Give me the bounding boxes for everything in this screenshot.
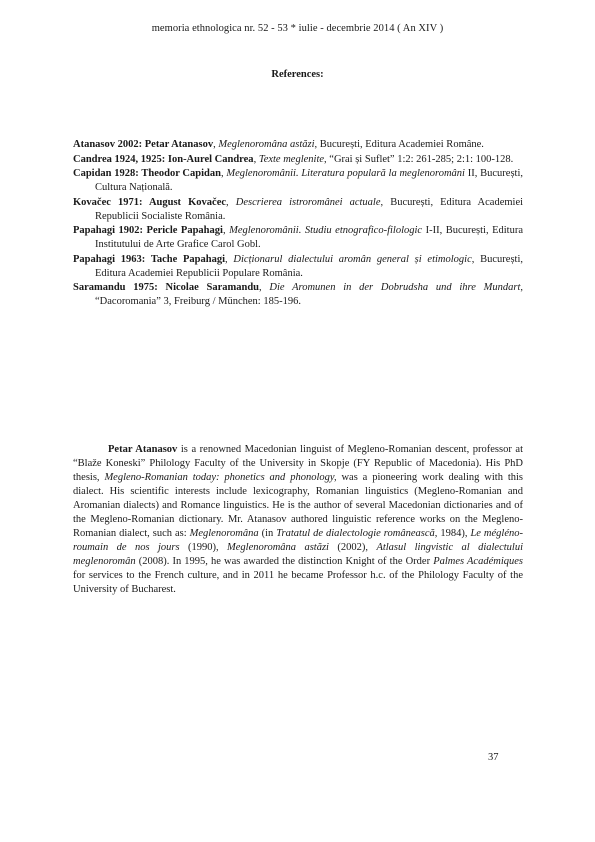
running-header: memoria ethnologica nr. 52 - 53 * iulie - decembrie 2014 ( An XIV ) bbox=[151, 23, 444, 34]
bio-text: is a renowned Macedonian linguist of Megleno-Romanian descent, professor at “Blaže Koneski” Philology Faculty of the University in Skopje (FY Republic of Macedonia). His PhD thesis, bbox=[73, 443, 523, 483]
reference-key: Saramandu 1975: Nicolae Saramandu bbox=[73, 282, 260, 293]
bio-italic-title: Tratatul de dialectologie românească bbox=[276, 527, 435, 539]
author-biography bbox=[73, 443, 523, 597]
author-name: Petar Atanasov bbox=[108, 443, 178, 455]
bio-italic-title: Atlasul lingvistic al dialectului meglenoromân bbox=[73, 541, 524, 567]
reference-title: Die Aromunen in der Dobrudsha und ihre Mundart bbox=[269, 282, 521, 293]
reference-key: Kovačec 1971: August Kovačec bbox=[73, 196, 227, 208]
reference-entry-atanasov-2002 bbox=[73, 138, 523, 152]
reference-separator: , bbox=[213, 139, 219, 150]
reference-entry-papahagi-1902 bbox=[73, 224, 523, 252]
reference-title: Texte meglenite bbox=[258, 153, 325, 165]
reference-key: Papahagi 1963: Tache Papahagi bbox=[73, 253, 226, 265]
reference-title: Meglenoromâna astăzi bbox=[218, 139, 315, 150]
reference-details: , București, Editura Academiei Republicii Populare România. bbox=[95, 253, 523, 279]
reference-separator: , bbox=[220, 168, 227, 179]
reference-entry-saramandu-1975 bbox=[73, 281, 523, 309]
reference-separator: , bbox=[222, 225, 230, 236]
bio-italic-title: Palmes Académiques bbox=[433, 555, 523, 567]
reference-separator: , bbox=[226, 196, 236, 208]
reference-entry-papahagi-1963 bbox=[73, 253, 523, 281]
bio-text: for services to the French culture, and in 2011 he became Professor h.c. of the Philology Faculty of the University of Bucharest. bbox=[73, 569, 523, 595]
page-number: 37 bbox=[488, 752, 499, 763]
reference-separator: , bbox=[253, 153, 259, 165]
bio-italic-title: Le mégléno-roumain de nos jours bbox=[73, 527, 524, 553]
reference-separator: , bbox=[225, 253, 234, 265]
references-list bbox=[73, 138, 523, 310]
bio-text: (2002), bbox=[328, 541, 377, 553]
reference-details: , “Grai și Suflet” 1:2: 261-285; 2:1: 100-128. bbox=[324, 153, 514, 165]
reference-title: Meglenoromânii. Studiu etnografico-filologic bbox=[229, 225, 423, 236]
reference-entry-kovacec-1971 bbox=[73, 196, 523, 224]
bio-text: was a pioneering work dealing with this dialect. His scientific interests include lexicography, Romanian linguistics (Megleno-Romanian and Aromanian dialects) and Romance linguistics. He is the author of several Macedonian dictionaries and of the Megleno-Romanian dictionary. Mr. Atanasov authored linguistic reference works on the Megleno-Romanian dialect, such as: bbox=[73, 471, 523, 539]
references-title: References: bbox=[271, 69, 324, 80]
bio-text: (1990), bbox=[179, 541, 228, 553]
reference-details: II, București, Cultura Națională. bbox=[95, 168, 523, 193]
reference-key: Atanasov 2002: Petar Atanasov bbox=[73, 139, 214, 150]
bio-text: , 1984), bbox=[434, 527, 471, 539]
reference-separator: , bbox=[259, 282, 270, 293]
reference-title: Descrierea istroromânei actuale bbox=[235, 196, 381, 208]
reference-title: Meglenoromânii. Literatura populară la meglenoromâni bbox=[226, 168, 465, 179]
reference-details: , București, Editura Academiei Române. bbox=[314, 139, 484, 150]
reference-details: I-II, București, Editura Institutului de Arte Grafice Carol Gobl. bbox=[95, 225, 523, 250]
reference-entry-capidan-1928 bbox=[73, 167, 523, 195]
reference-details: , “Dacoromania” 3, Freiburg / München: 185-196. bbox=[95, 282, 524, 307]
bio-italic-title: Megleno-Romanian today: phonetics and phonology, bbox=[104, 471, 337, 483]
bio-text: (in bbox=[258, 527, 277, 539]
bio-italic-title: Meglenoromâna bbox=[189, 527, 259, 539]
bio-italic-title: Meglenoromâna astăzi bbox=[227, 541, 329, 553]
reference-key: Capidan 1928: Theodor Capidan bbox=[73, 168, 221, 179]
reference-title: Dicționarul dialectului aromân general și etimologic bbox=[233, 253, 472, 265]
reference-key: Candrea 1924, 1925: Ion-Aurel Candrea bbox=[73, 153, 254, 165]
bio-text: (2008). In 1995, he was awarded the distinction Knight of the Order bbox=[135, 555, 434, 567]
reference-entry-candrea-1924 bbox=[73, 153, 523, 167]
reference-key: Papahagi 1902: Pericle Papahagi bbox=[73, 225, 223, 236]
reference-details: , București, Editura Academiei Republicii Socialiste România. bbox=[95, 196, 524, 222]
